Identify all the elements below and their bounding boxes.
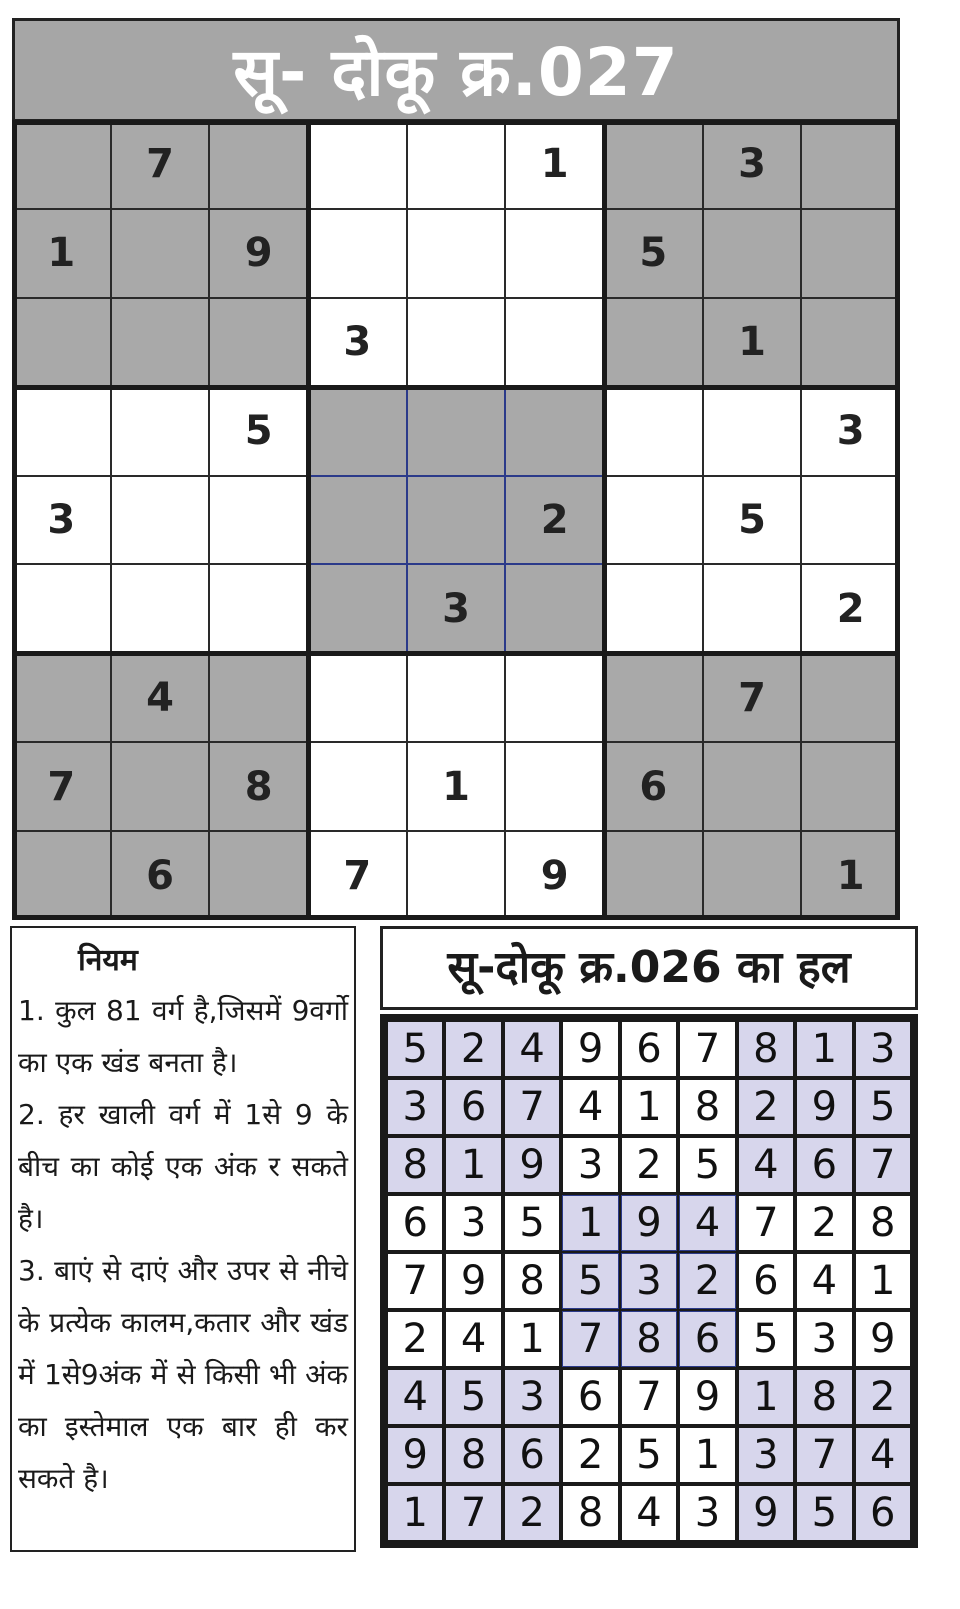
solution-cell-r4c5: 9 bbox=[622, 1196, 676, 1250]
puzzle-cell-r5c5[interactable] bbox=[407, 476, 506, 565]
puzzle-cell-r4c8[interactable] bbox=[703, 387, 802, 476]
solution-cell-r8c7: 3 bbox=[739, 1428, 793, 1482]
solution-cell-r4c8: 2 bbox=[797, 1196, 851, 1250]
puzzle-cell-r4c5[interactable] bbox=[407, 387, 506, 476]
puzzle-cell-r3c3[interactable] bbox=[209, 298, 308, 387]
solution-cell-r3c2: 1 bbox=[446, 1138, 500, 1192]
solution-cell-r3c3: 9 bbox=[505, 1138, 559, 1192]
rules-title: नियम bbox=[78, 943, 138, 978]
puzzle-cell-r4c1[interactable] bbox=[12, 387, 111, 476]
puzzle-cell-r9c4: 7 bbox=[308, 831, 407, 920]
solution-cell-r2c2: 6 bbox=[446, 1080, 500, 1134]
solution-cell-r1c1: 5 bbox=[388, 1022, 442, 1076]
solution-cell-r9c2: 7 bbox=[446, 1486, 500, 1540]
solution-cell-r7c5: 7 bbox=[622, 1370, 676, 1424]
puzzle-cell-r3c4: 3 bbox=[308, 298, 407, 387]
solution-cell-r9c3: 2 bbox=[505, 1486, 559, 1540]
solution-cell-r6c6: 6 bbox=[680, 1312, 734, 1366]
solution-cell-r4c7: 7 bbox=[739, 1196, 793, 1250]
puzzle-cell-r9c9: 1 bbox=[801, 831, 900, 920]
solution-cell-r2c3: 7 bbox=[505, 1080, 559, 1134]
solution-cell-r5c7: 6 bbox=[739, 1254, 793, 1308]
solution-cell-r4c2: 3 bbox=[446, 1196, 500, 1250]
puzzle-cell-r2c8[interactable] bbox=[703, 209, 802, 298]
rules-panel bbox=[10, 926, 356, 1552]
puzzle-cell-r7c2: 4 bbox=[111, 653, 210, 742]
solution-cell-r8c3: 6 bbox=[505, 1428, 559, 1482]
solution-cell-r5c4: 5 bbox=[563, 1254, 617, 1308]
puzzle-title: सू- दोकू क्र.027 bbox=[233, 34, 679, 111]
puzzle-cell-r8c2[interactable] bbox=[111, 742, 210, 831]
puzzle-title-banner bbox=[12, 18, 900, 122]
solution-title: सू-दोकू क्र.026 का हल bbox=[447, 942, 851, 993]
solution-cell-r3c4: 3 bbox=[563, 1138, 617, 1192]
puzzle-cell-r2c1: 1 bbox=[12, 209, 111, 298]
solution-cell-r8c9: 4 bbox=[856, 1428, 910, 1482]
solution-cell-r8c1: 9 bbox=[388, 1428, 442, 1482]
puzzle-cell-r2c3: 9 bbox=[209, 209, 308, 298]
puzzle-cell-r3c1[interactable] bbox=[12, 298, 111, 387]
puzzle-cell-r1c6: 1 bbox=[505, 120, 604, 209]
puzzle-cell-r5c6: 2 bbox=[505, 476, 604, 565]
puzzle-cell-r4c4[interactable] bbox=[308, 387, 407, 476]
puzzle-cell-r1c2: 7 bbox=[111, 120, 210, 209]
solution-cell-r8c2: 8 bbox=[446, 1428, 500, 1482]
puzzle-cell-r9c5[interactable] bbox=[407, 831, 506, 920]
solution-cell-r1c8: 1 bbox=[797, 1022, 851, 1076]
puzzle-cell-r2c9[interactable] bbox=[801, 209, 900, 298]
puzzle-cell-r7c1[interactable] bbox=[12, 653, 111, 742]
solution-cell-r4c4: 1 bbox=[563, 1196, 617, 1250]
puzzle-cell-r1c3[interactable] bbox=[209, 120, 308, 209]
solution-cell-r5c2: 9 bbox=[446, 1254, 500, 1308]
solution-cell-r6c1: 2 bbox=[388, 1312, 442, 1366]
puzzle-cell-r6c8[interactable] bbox=[703, 564, 802, 653]
puzzle-cell-r7c9[interactable] bbox=[801, 653, 900, 742]
puzzle-cell-r3c8: 1 bbox=[703, 298, 802, 387]
puzzle-cell-r8c6[interactable] bbox=[505, 742, 604, 831]
puzzle-cell-r7c6[interactable] bbox=[505, 653, 604, 742]
puzzle-cell-r4c9: 3 bbox=[801, 387, 900, 476]
solution-cell-r3c8: 6 bbox=[797, 1138, 851, 1192]
puzzle-cell-r6c9: 2 bbox=[801, 564, 900, 653]
puzzle-cell-r2c6[interactable] bbox=[505, 209, 604, 298]
solution-cell-r6c3: 1 bbox=[505, 1312, 559, 1366]
sudoku-puzzle-grid bbox=[12, 120, 900, 920]
solution-cell-r2c1: 3 bbox=[388, 1080, 442, 1134]
solution-cell-r2c5: 1 bbox=[622, 1080, 676, 1134]
solution-cell-r3c5: 2 bbox=[622, 1138, 676, 1192]
solution-cell-r9c6: 3 bbox=[680, 1486, 734, 1540]
puzzle-cell-r9c7[interactable] bbox=[604, 831, 703, 920]
solution-cell-r5c6: 2 bbox=[680, 1254, 734, 1308]
puzzle-cell-r1c1[interactable] bbox=[12, 120, 111, 209]
puzzle-cell-r5c2[interactable] bbox=[111, 476, 210, 565]
puzzle-cell-r3c7[interactable] bbox=[604, 298, 703, 387]
puzzle-cell-r7c7[interactable] bbox=[604, 653, 703, 742]
rule-item: 1. कुल 81 वर्ग है,जिसमें 9वर्गो का एक खंड बनता है। bbox=[18, 994, 348, 1079]
puzzle-cell-r4c6[interactable] bbox=[505, 387, 604, 476]
solution-header bbox=[380, 926, 918, 1010]
puzzle-cell-r9c8[interactable] bbox=[703, 831, 802, 920]
puzzle-cell-r9c3[interactable] bbox=[209, 831, 308, 920]
solution-cell-r4c1: 6 bbox=[388, 1196, 442, 1250]
puzzle-cell-r8c4[interactable] bbox=[308, 742, 407, 831]
puzzle-cell-r1c9[interactable] bbox=[801, 120, 900, 209]
solution-cell-r2c7: 2 bbox=[739, 1080, 793, 1134]
solution-cell-r4c9: 8 bbox=[856, 1196, 910, 1250]
solution-cell-r8c8: 7 bbox=[797, 1428, 851, 1482]
solution-cell-r1c5: 6 bbox=[622, 1022, 676, 1076]
solution-cell-r6c5: 8 bbox=[622, 1312, 676, 1366]
puzzle-cell-r1c8: 3 bbox=[703, 120, 802, 209]
solution-cell-r5c3: 8 bbox=[505, 1254, 559, 1308]
solution-grid bbox=[384, 1018, 914, 1544]
puzzle-cell-r6c1[interactable] bbox=[12, 564, 111, 653]
solution-cell-r1c2: 2 bbox=[446, 1022, 500, 1076]
solution-cell-r1c3: 4 bbox=[505, 1022, 559, 1076]
puzzle-cell-r3c9[interactable] bbox=[801, 298, 900, 387]
puzzle-cell-r5c1: 3 bbox=[12, 476, 111, 565]
solution-cell-r2c8: 9 bbox=[797, 1080, 851, 1134]
puzzle-cell-r7c4[interactable] bbox=[308, 653, 407, 742]
puzzle-cell-r6c2[interactable] bbox=[111, 564, 210, 653]
puzzle-cell-r6c6[interactable] bbox=[505, 564, 604, 653]
puzzle-cell-r9c6: 9 bbox=[505, 831, 604, 920]
puzzle-cell-r4c7[interactable] bbox=[604, 387, 703, 476]
solution-board bbox=[380, 1014, 918, 1548]
puzzle-cell-r6c5: 3 bbox=[407, 564, 506, 653]
puzzle-cell-r5c7[interactable] bbox=[604, 476, 703, 565]
rule-item: 2. हर खाली वर्ग में 1से 9 के बीच का कोई एक अंक र सकते है। bbox=[18, 1098, 348, 1235]
solution-cell-r7c6: 9 bbox=[680, 1370, 734, 1424]
solution-cell-r4c6: 4 bbox=[680, 1196, 734, 1250]
puzzle-cell-r7c3[interactable] bbox=[209, 653, 308, 742]
puzzle-cell-r6c7[interactable] bbox=[604, 564, 703, 653]
puzzle-cell-r6c4[interactable] bbox=[308, 564, 407, 653]
solution-cell-r7c2: 5 bbox=[446, 1370, 500, 1424]
rule-item: 3. बाएं से दाएं और उपर से नीचे के प्रत्येक कालम,कतार और खंड में 1से9अंक में से किसी भी अंक का इस्तेमाल एक बार ही कर सकते है। bbox=[18, 1254, 348, 1495]
puzzle-cell-r7c8: 7 bbox=[703, 653, 802, 742]
solution-cell-r9c8: 5 bbox=[797, 1486, 851, 1540]
solution-cell-r3c6: 5 bbox=[680, 1138, 734, 1192]
solution-cell-r9c9: 6 bbox=[856, 1486, 910, 1540]
solution-cell-r9c7: 9 bbox=[739, 1486, 793, 1540]
solution-cell-r1c6: 7 bbox=[680, 1022, 734, 1076]
puzzle-cell-r2c7: 5 bbox=[604, 209, 703, 298]
solution-cell-r2c9: 5 bbox=[856, 1080, 910, 1134]
puzzle-cell-r1c7[interactable] bbox=[604, 120, 703, 209]
puzzle-cell-r8c1: 7 bbox=[12, 742, 111, 831]
puzzle-cell-r5c4[interactable] bbox=[308, 476, 407, 565]
solution-cell-r9c1: 1 bbox=[388, 1486, 442, 1540]
puzzle-cell-r6c3[interactable] bbox=[209, 564, 308, 653]
puzzle-cell-r1c5[interactable] bbox=[407, 120, 506, 209]
puzzle-cell-r1c4[interactable] bbox=[308, 120, 407, 209]
solution-cell-r8c5: 5 bbox=[622, 1428, 676, 1482]
solution-cell-r8c6: 1 bbox=[680, 1428, 734, 1482]
puzzle-cell-r4c2[interactable] bbox=[111, 387, 210, 476]
solution-cell-r2c6: 8 bbox=[680, 1080, 734, 1134]
solution-cell-r5c5: 3 bbox=[622, 1254, 676, 1308]
solution-cell-r1c9: 3 bbox=[856, 1022, 910, 1076]
puzzle-cell-r8c3: 8 bbox=[209, 742, 308, 831]
solution-cell-r4c3: 5 bbox=[505, 1196, 559, 1250]
solution-cell-r6c9: 9 bbox=[856, 1312, 910, 1366]
solution-cell-r5c8: 4 bbox=[797, 1254, 851, 1308]
puzzle-cell-r8c9[interactable] bbox=[801, 742, 900, 831]
puzzle-cell-r3c5[interactable] bbox=[407, 298, 506, 387]
solution-cell-r7c9: 2 bbox=[856, 1370, 910, 1424]
puzzle-cell-r3c6[interactable] bbox=[505, 298, 604, 387]
puzzle-cell-r5c8: 5 bbox=[703, 476, 802, 565]
solution-cell-r1c4: 9 bbox=[563, 1022, 617, 1076]
puzzle-cell-r7c5[interactable] bbox=[407, 653, 506, 742]
solution-cell-r7c1: 4 bbox=[388, 1370, 442, 1424]
solution-cell-r9c4: 8 bbox=[563, 1486, 617, 1540]
puzzle-cell-r5c9[interactable] bbox=[801, 476, 900, 565]
puzzle-cell-r9c1[interactable] bbox=[12, 831, 111, 920]
puzzle-cell-r3c2[interactable] bbox=[111, 298, 210, 387]
puzzle-cell-r8c5: 1 bbox=[407, 742, 506, 831]
solution-cell-r7c4: 6 bbox=[563, 1370, 617, 1424]
rules-list bbox=[18, 985, 348, 1505]
puzzle-cell-r5c3[interactable] bbox=[209, 476, 308, 565]
puzzle-cell-r2c2[interactable] bbox=[111, 209, 210, 298]
solution-cell-r6c2: 4 bbox=[446, 1312, 500, 1366]
solution-cell-r7c3: 3 bbox=[505, 1370, 559, 1424]
solution-cell-r7c7: 1 bbox=[739, 1370, 793, 1424]
solution-cell-r6c7: 5 bbox=[739, 1312, 793, 1366]
solution-cell-r8c4: 2 bbox=[563, 1428, 617, 1482]
solution-cell-r7c8: 8 bbox=[797, 1370, 851, 1424]
puzzle-cell-r8c8[interactable] bbox=[703, 742, 802, 831]
solution-cell-r5c1: 7 bbox=[388, 1254, 442, 1308]
puzzle-cell-r2c5[interactable] bbox=[407, 209, 506, 298]
solution-cell-r3c9: 7 bbox=[856, 1138, 910, 1192]
solution-cell-r2c4: 4 bbox=[563, 1080, 617, 1134]
puzzle-cell-r9c2: 6 bbox=[111, 831, 210, 920]
solution-cell-r3c7: 4 bbox=[739, 1138, 793, 1192]
sudoku-puzzle-board bbox=[12, 120, 900, 920]
solution-cell-r3c1: 8 bbox=[388, 1138, 442, 1192]
solution-cell-r6c8: 3 bbox=[797, 1312, 851, 1366]
puzzle-cell-r8c7: 6 bbox=[604, 742, 703, 831]
puzzle-cell-r2c4[interactable] bbox=[308, 209, 407, 298]
solution-cell-r1c7: 8 bbox=[739, 1022, 793, 1076]
solution-cell-r5c9: 1 bbox=[856, 1254, 910, 1308]
solution-cell-r6c4: 7 bbox=[563, 1312, 617, 1366]
puzzle-cell-r4c3: 5 bbox=[209, 387, 308, 476]
solution-cell-r9c5: 4 bbox=[622, 1486, 676, 1540]
